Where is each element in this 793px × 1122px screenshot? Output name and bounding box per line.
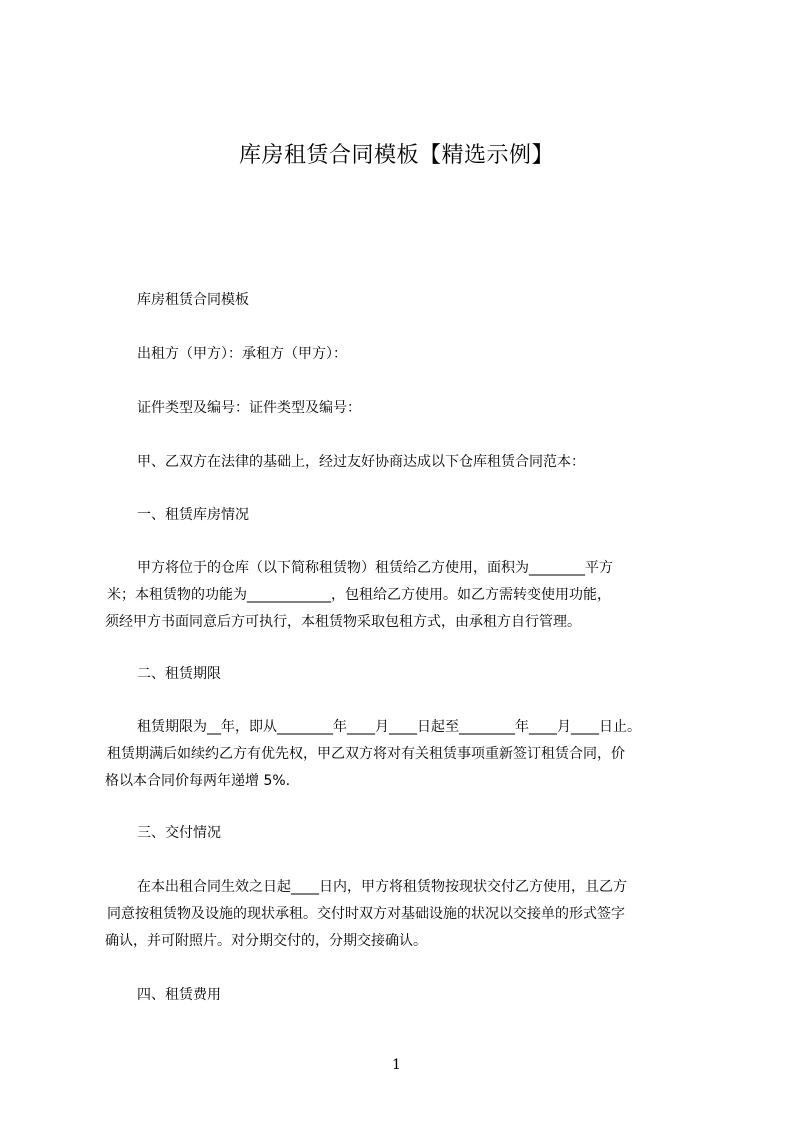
section-4-heading: 四、租赁费用 — [137, 987, 221, 1003]
document-title: 库房租赁合同模板【精选示例】 — [238, 143, 554, 168]
intro-paragraph: 甲、乙双方在法律的基础上，经过友好协商达成以下仓库租赁合同范本： — [137, 454, 585, 470]
section-3-line: 在本出租合同生效之日起____日内，甲方将租赁物按现状交付乙方使用，且乙方 — [137, 879, 627, 895]
section-3-line: 同意按租赁物及设施的现状承租。交付时双方对基础设施的状况以交接单的形式签字 — [107, 906, 625, 922]
section-1-line: 米；本租赁物的功能为____________，包租给乙方使用。如乙方需转变使用功能， — [107, 587, 611, 603]
id-line: 证件类型及编号：证件类型及编号： — [137, 400, 361, 416]
document-subtitle: 库房租赁合同模板 — [137, 292, 249, 308]
section-3-heading: 三、交付情况 — [137, 825, 221, 841]
section-1-heading: 一、租赁库房情况 — [137, 507, 249, 523]
section-3-line: 确认，并可附照片。对分期交付的，分期交接确认。 — [105, 933, 427, 949]
parties-line: 出租方（甲方）：承租方（甲方）： — [137, 346, 347, 362]
section-2-line: 租赁期满后如续约乙方有优先权，甲乙双方将对有关租赁事项重新签订租赁合同，价 — [107, 746, 625, 762]
section-1-line: 须经甲方书面同意后方可执行，本租赁物采取包租方式，由承租方自行管理。 — [105, 614, 581, 630]
section-1-paragraph — [105, 555, 715, 636]
page-number: 1 — [392, 1057, 401, 1073]
section-3-paragraph — [105, 874, 715, 955]
section-2-paragraph — [105, 714, 715, 795]
section-2-line: 租赁期限为__年，即从________年____月____日起至________年____月____日止。 — [137, 719, 641, 735]
section-1-line: 甲方将位于的仓库（以下简称租赁物）租赁给乙方使用，面积为________平方 — [137, 560, 613, 576]
section-2-line: 格以本合同价每两年递增 5%. — [105, 773, 291, 789]
section-2-heading: 二、租赁期限 — [137, 666, 221, 682]
